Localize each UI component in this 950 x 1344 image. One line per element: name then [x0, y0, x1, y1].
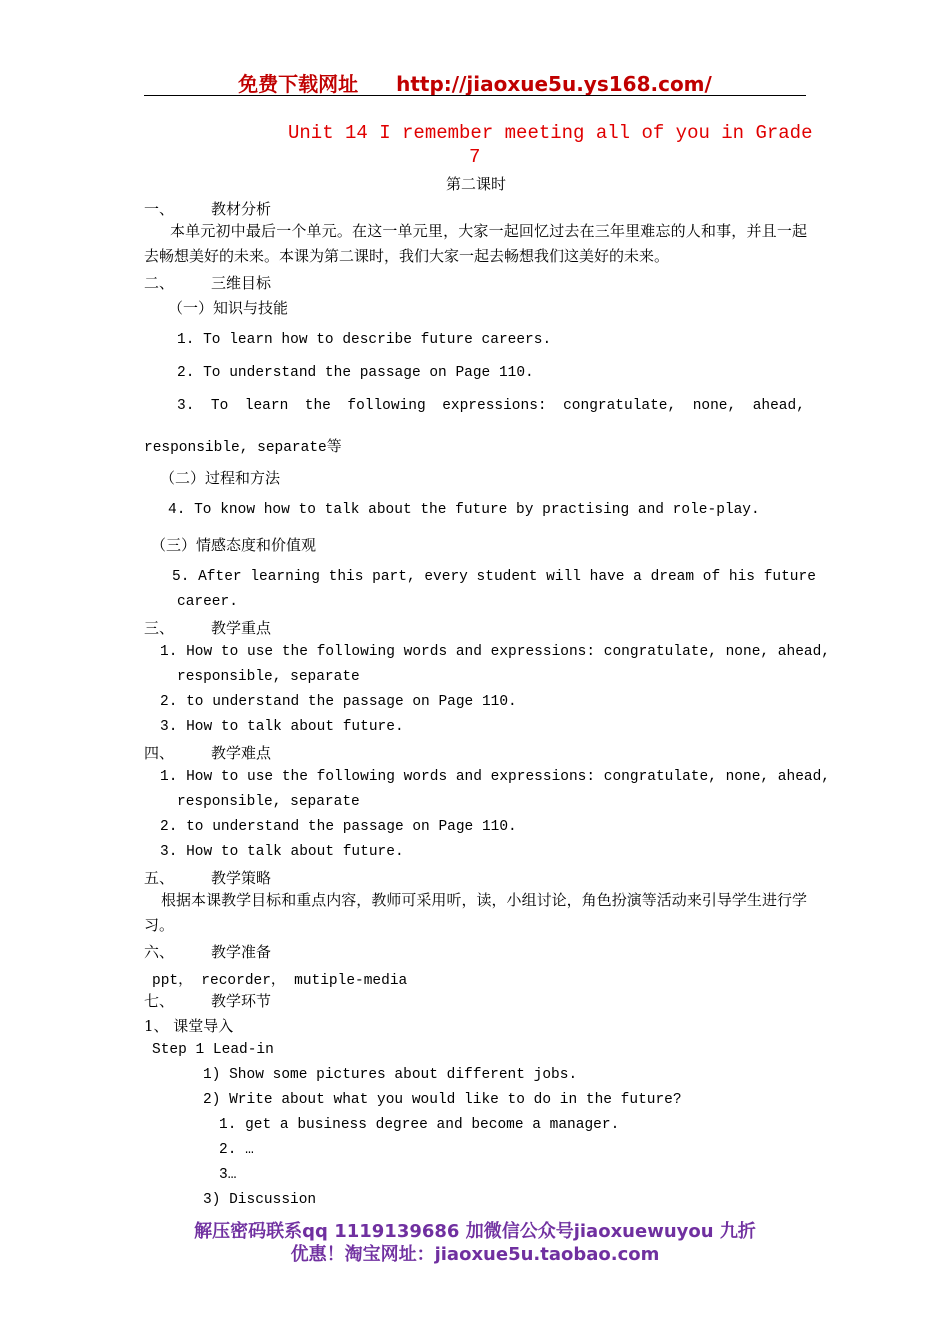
- section-number: 二、: [144, 274, 175, 292]
- section-number: 三、: [144, 619, 175, 637]
- difficulty-3: 3. How to talk about future.: [160, 844, 404, 860]
- section-title: 三维目标: [211, 274, 272, 292]
- step-1-activity-3: 3) Discussion: [203, 1192, 317, 1208]
- difficulty-2: 2. to understand the passage on Page 110.: [160, 819, 517, 835]
- key-point-1: 1. How to use the following words and expressions: congratulate, none, ahead,: [160, 644, 831, 660]
- difficulty-1: 1. How to use the following words and expressions: congratulate, none, ahead,: [160, 769, 831, 785]
- section-heading-6: [144, 941, 271, 962]
- goal-item-3: [177, 398, 805, 414]
- goal-item-3-word: following: [347, 398, 426, 414]
- page-subtitle: 第二课时: [446, 175, 507, 193]
- section-heading-3: [144, 617, 271, 638]
- section-number: 六、: [144, 943, 175, 961]
- goal-item-5-continued: career.: [177, 594, 238, 610]
- section-number: 一、: [144, 200, 175, 218]
- goal-item-3-word: ahead,: [752, 398, 805, 414]
- example-answer-2: 2. …: [219, 1142, 254, 1158]
- goal-item-3-words: responsible, separate: [144, 440, 327, 456]
- goal-item-1: 1. To learn how to describe future careers.: [177, 332, 552, 348]
- footer-line-2: 优惠！淘宝网址：jiaoxue5u.taobao.com: [290, 1244, 660, 1265]
- section-title: 教学环节: [211, 992, 272, 1010]
- goal-item-3-suffix: 等: [326, 437, 342, 455]
- step-1-activity-1: 1) Show some pictures about different jobs.: [203, 1067, 578, 1083]
- section-title: 教学重点: [211, 619, 272, 637]
- goal-item-2: 2. To understand the passage on Page 110.: [177, 365, 534, 381]
- example-answer-3: 3…: [219, 1167, 237, 1183]
- goal-item-3-word: To: [210, 398, 229, 414]
- section-title: 教学策略: [211, 869, 272, 887]
- section-heading-5: [144, 867, 271, 888]
- key-point-2: 2. to understand the passage on Page 110.: [160, 694, 517, 710]
- section-heading-4: [144, 742, 271, 763]
- goal-item-3-word: learn: [244, 398, 289, 414]
- section-number: 五、: [144, 869, 175, 887]
- page-header: [0, 68, 950, 97]
- section-number: 七、: [144, 992, 175, 1010]
- goal-item-4: 4. To know how to talk about the future by practising and role-play.: [168, 502, 760, 518]
- header-label: 免费下载网址: [238, 72, 359, 96]
- step-1-heading: Step 1 Lead-in: [152, 1042, 274, 1058]
- page-title: Unit 14 I remember meeting all of you in Grade: [288, 122, 813, 144]
- section-heading-1: [144, 198, 271, 219]
- subsection-lead-in: 1、 课堂导入: [144, 1017, 234, 1035]
- header-url-link[interactable]: http://jiaoxue5u.ys168.com/: [396, 72, 712, 96]
- subsection-knowledge-skills: （一）知识与技能: [168, 299, 289, 317]
- goal-item-3-word: none,: [692, 398, 737, 414]
- section-heading-2: [144, 272, 271, 293]
- section-title: 教学难点: [211, 744, 272, 762]
- goal-item-3-word: 3.: [177, 398, 195, 414]
- goal-item-3-word: congratulate,: [563, 398, 677, 414]
- section-title: 教学准备: [211, 943, 272, 961]
- section-title: 教材分析: [211, 200, 272, 218]
- subsection-attitude-values: （三）情感态度和价值观: [151, 536, 317, 554]
- page-title-continued: 7: [469, 146, 481, 168]
- header-divider: [144, 95, 806, 96]
- section-1-paragraph: 本单元初中最后一个单元。在这一单元里，大家一起回忆过去在三年里难忘的人和事，并且一起去畅想美好的未来。本课为第二课时，我们大家一起去畅想我们这美好的未来。: [144, 222, 807, 265]
- section-number: 四、: [144, 744, 175, 762]
- section-heading-7: [144, 990, 271, 1011]
- step-1-activity-2: 2) Write about what you would like to do in the future?: [203, 1092, 682, 1108]
- key-point-3: 3. How to talk about future.: [160, 719, 404, 735]
- preparation-list: ppt， recorder， mutiple-media: [152, 973, 408, 989]
- footer-line-1: 解压密码联系qq 1119139686 加微信公众号jiaoxuewuyou 九折: [194, 1221, 756, 1242]
- subsection-process-methods: （二）过程和方法: [160, 469, 281, 487]
- example-answer-1: 1. get a business degree and become a manager.: [219, 1117, 620, 1133]
- goal-item-5: 5. After learning this part, every student will have a dream of his future: [172, 569, 816, 585]
- goal-item-3-word: the: [304, 398, 331, 414]
- key-point-1-continued: responsible, separate: [177, 669, 360, 685]
- goal-item-3-continued: [144, 435, 342, 456]
- goal-item-3-word: expressions:: [442, 398, 547, 414]
- difficulty-1-continued: responsible, separate: [177, 794, 360, 810]
- section-5-paragraph: 根据本课教学目标和重点内容，教师可采用听，读，小组讨论，角色扮演等活动来引导学生进行学习。: [144, 891, 807, 934]
